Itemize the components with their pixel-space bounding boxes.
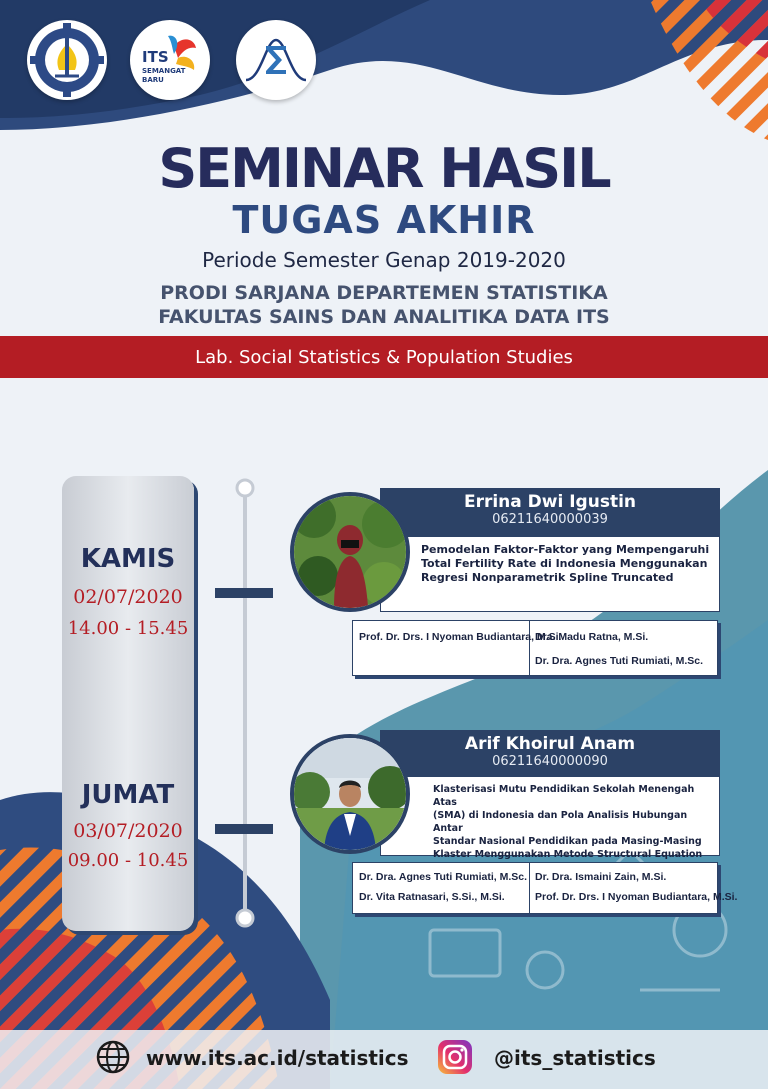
session-1-time: 14.00 - 15.45 <box>67 618 189 639</box>
session-1-nrp: 06211640000039 <box>492 512 608 527</box>
sub-title: TUGAS AKHIR <box>232 198 536 242</box>
session-2-examiner-1: Dr. Dra. Ismaini Zain, M.Si. <box>535 871 667 883</box>
session-2-committee <box>352 862 738 914</box>
session-2-nrp: 06211640000090 <box>492 754 608 769</box>
session-2-photo <box>290 734 410 854</box>
session-2-examiner-2: Prof. Dr. Drs. I Nyoman Budiantara, M.Si. <box>535 891 738 903</box>
session-1-thesis-title: Pemodelan Faktor-Faktor yang Mempengaruhi Total Fertility Rate di Indonesia Menggunakan Regresi Nonparametrik Spline Truncated <box>380 536 720 612</box>
logo-semangat-text: SEMANGAT <box>142 67 186 75</box>
session-2-thesis-title: Klasterisasi Mutu Pendidikan Sekolah Menengah Atas (SMA) di Indonesia dan Pola Analisis Hubungan Antar Standar Nasional Pendidikan pada Masing-Masing Klaster Menggunakan Metode Structural Equation <box>380 776 720 856</box>
its-gear-logo <box>27 20 107 100</box>
its-semangat-baru-logo <box>130 20 210 100</box>
logo-its-text: ITS <box>142 48 169 66</box>
department-line-1: PRODI SARJANA DEPARTEMEN STATISTIKA <box>160 282 608 304</box>
session-2-day: JUMAT <box>81 780 175 810</box>
session-2-supervisor-1: Dr. Dra. Agnes Tuti Rumiati, M.Sc. <box>359 871 528 883</box>
session-1-photo <box>290 492 410 612</box>
globe-icon <box>95 1039 131 1075</box>
main-title: SEMINAR HASIL <box>158 137 610 200</box>
session-2-presenter: Arif Khoirul Anam <box>464 734 636 754</box>
department-line-2: FAKULTAS SAINS DAN ANALITIKA DATA ITS <box>158 306 610 328</box>
session-1-presenter: Errina Dwi Igustin <box>463 492 637 512</box>
session-2-supervisor-2: Dr. Vita Ratnasari, S.Si., M.Si. <box>359 891 505 903</box>
lab-name: Lab. Social Statistics & Population Studies <box>195 346 573 368</box>
website-link[interactable]: www.its.ac.id/statistics <box>146 1046 409 1070</box>
lab-banner <box>0 336 768 378</box>
session-1-supervisor: Prof. Dr. Drs. I Nyoman Budiantara, M.Si. <box>359 631 562 643</box>
period-text: Periode Semester Genap 2019-2020 <box>202 248 566 272</box>
session-1-day: KAMIS <box>80 544 176 574</box>
session-2-time: 09.00 - 10.45 <box>67 850 189 871</box>
instagram-handle[interactable]: @its_statistics <box>494 1046 656 1070</box>
instagram-icon <box>437 1039 473 1075</box>
session-1-committee <box>352 620 718 676</box>
session-1-examiner-1: Dra. Madu Ratna, M.Si. <box>535 631 649 643</box>
session-1-date: 02/07/2020 <box>73 586 183 608</box>
schedule-card <box>62 476 194 931</box>
session-2-name-bar <box>380 730 720 776</box>
session-2-date: 03/07/2020 <box>73 820 183 842</box>
logo-baru-text: BARU <box>142 76 164 84</box>
timeline <box>200 470 300 940</box>
session-1-examiner-2: Dr. Dra. Agnes Tuti Rumiati, M.Sc. <box>535 655 704 667</box>
statistics-sigma-logo <box>236 20 316 100</box>
session-1-name-bar <box>380 488 720 536</box>
